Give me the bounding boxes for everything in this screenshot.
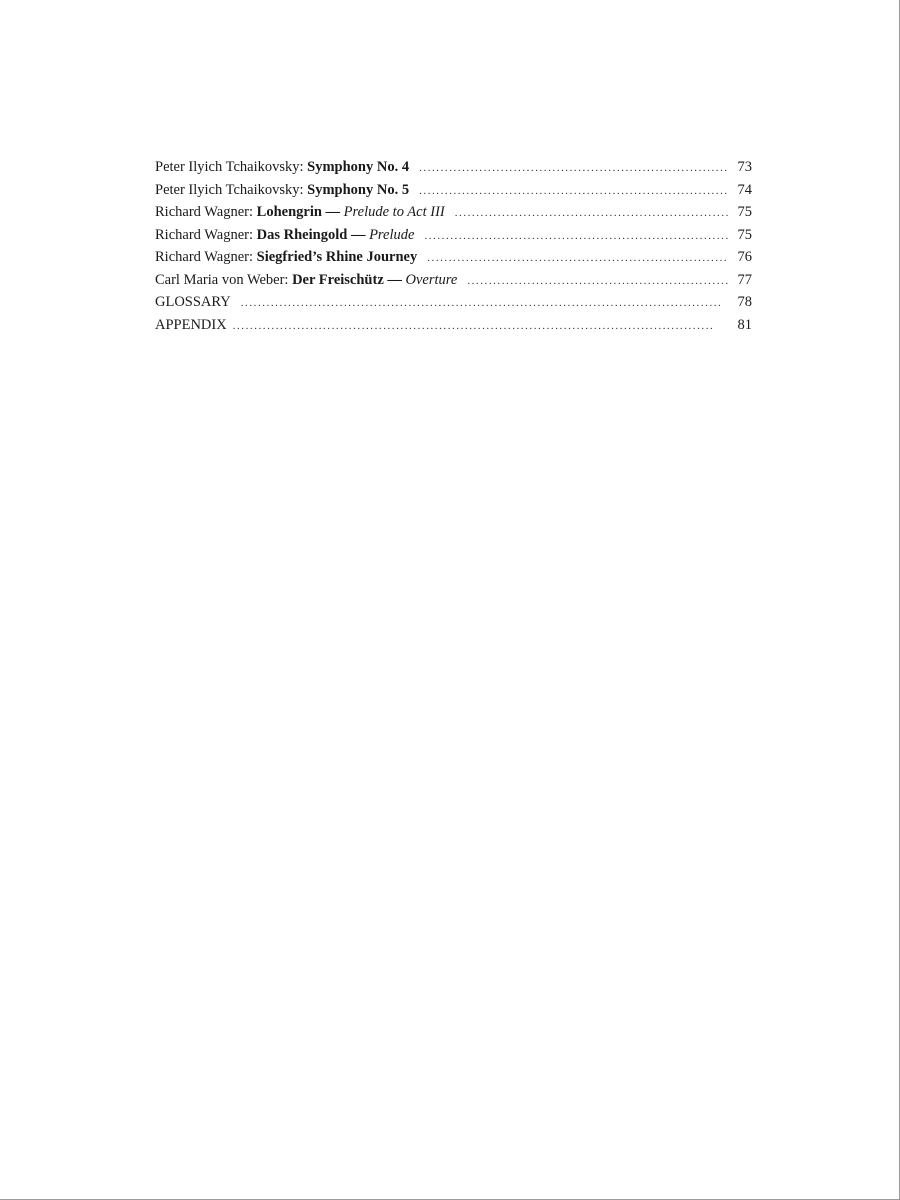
toc-entry-title [155,246,417,269]
title-separator: — [383,271,406,288]
movement-title: Prelude to Act III [343,204,445,220]
title-separator: — [321,204,344,220]
page-number: 73 [737,159,752,175]
toc-section-glossary[interactable] [155,291,752,314]
section-title: GLOSSARY [155,294,231,310]
composer-name: Peter Ilyich Tchaikovsky: [155,159,308,175]
movement-title: Prelude [369,226,415,243]
dot-leader [241,291,728,315]
page-number: 78 [737,294,752,310]
composer-name: Peter Ilyich Tchaikovsky: [155,181,308,198]
work-title: Lohengrin [256,204,322,220]
toc-section-appendix[interactable] [155,314,752,337]
work-title: Das Rheingold [256,226,348,243]
section-title: APPENDIX [155,316,227,333]
dot-leader [419,179,728,203]
dot-leader [424,224,728,248]
toc-entry-title [155,224,414,247]
toc-entry[interactable] [155,156,752,179]
work-title: Symphony No. 5 [307,181,410,198]
page-number: 75 [737,204,752,220]
toc-entry[interactable] [155,201,752,224]
toc-entry[interactable] [155,179,752,202]
page-number: 75 [737,226,752,243]
toc-entry[interactable] [155,246,752,269]
page-number: 77 [737,271,752,288]
page-number: 81 [737,316,752,333]
composer-name: Richard Wagner: [155,226,257,243]
composer-name: Richard Wagner: [155,249,257,265]
dot-leader [455,201,728,225]
toc-entry-title [155,201,445,224]
table-of-contents [155,156,752,336]
dot-leader [419,156,728,180]
dot-leader [233,314,728,338]
toc-entry-title [155,179,409,202]
work-title: Siegfried’s Rhine Journey [256,249,418,265]
work-title: Der Freischütz [292,271,384,288]
title-separator: — [347,226,370,243]
toc-entry-title [155,269,457,292]
composer-name: Richard Wagner: [155,204,257,220]
dot-leader [467,269,728,293]
page-number: 76 [737,249,752,265]
work-title: Symphony No. 4 [307,159,410,175]
toc-entry[interactable] [155,269,752,292]
page-number: 74 [737,181,752,198]
composer-name: Carl Maria von Weber: [155,271,293,288]
toc-entry-title [155,156,409,179]
movement-title: Overture [405,271,458,288]
toc-entry[interactable] [155,224,752,247]
dot-leader [427,246,728,270]
